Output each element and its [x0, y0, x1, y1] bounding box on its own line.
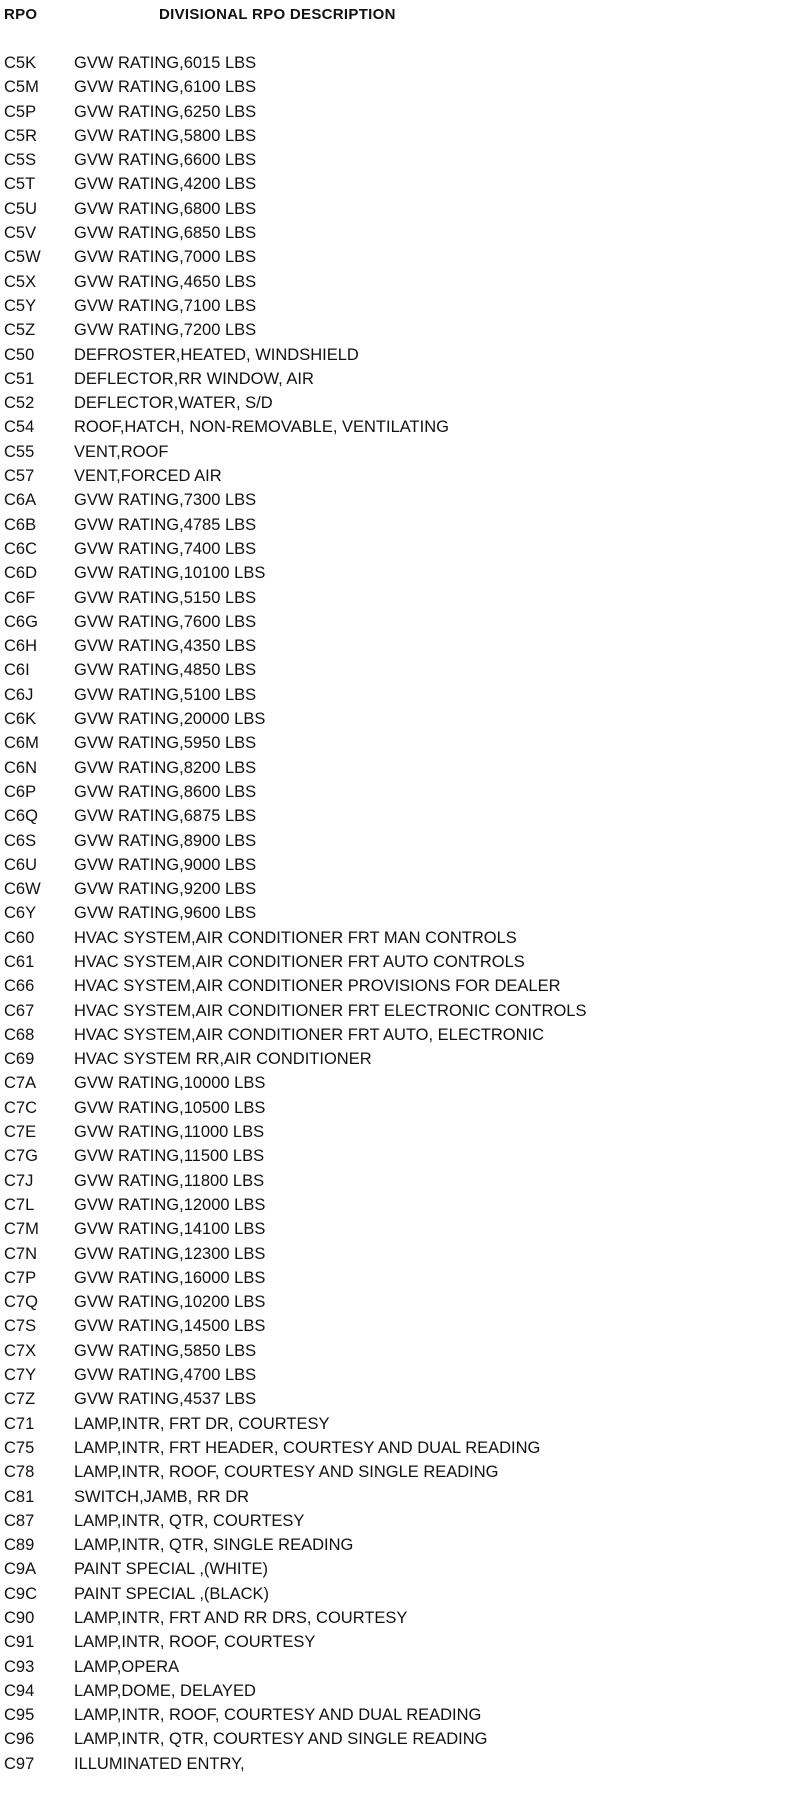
- list-item: [4, 1533, 794, 1557]
- rpo-code: C7Z: [4, 1390, 36, 1409]
- rpo-description: GVW RATING,20000 LBS: [74, 710, 266, 729]
- rpo-code: C95: [4, 1706, 35, 1725]
- list-item: [4, 1193, 794, 1217]
- rpo-description: GVW RATING,4850 LBS: [74, 661, 257, 680]
- rpo-code: C5Y: [4, 296, 37, 315]
- rpo-description: HVAC SYSTEM,AIR CONDITIONER FRT MAN CONTROLS: [74, 928, 517, 947]
- list-item: [4, 586, 794, 610]
- rpo-description: HVAC SYSTEM RR,AIR CONDITIONER: [74, 1050, 372, 1069]
- rpo-description: GVW RATING,4700 LBS: [74, 1366, 257, 1385]
- list-item: [4, 1339, 794, 1363]
- list-item: [4, 1096, 794, 1120]
- list-item: [4, 440, 794, 464]
- rpo-code: C5M: [4, 78, 39, 97]
- rpo-code: C7N: [4, 1244, 38, 1263]
- rpo-code: C6I: [4, 661, 30, 680]
- rpo-code: C5T: [4, 175, 36, 194]
- rpo-description: GVW RATING,8900 LBS: [74, 831, 257, 850]
- rpo-description: GVW RATING,4350 LBS: [74, 637, 257, 656]
- rpo-code: C5R: [4, 126, 38, 145]
- rpo-code: C89: [4, 1536, 35, 1555]
- rpo-description: GVW RATING,7600 LBS: [74, 612, 257, 631]
- rpo-description: DEFROSTER,HEATED, WINDSHIELD: [74, 345, 359, 364]
- rpo-description: LAMP,INTR, QTR, COURTESY: [74, 1511, 305, 1530]
- rpo-description: GVW RATING,11000 LBS: [74, 1123, 265, 1142]
- list-item: [4, 172, 794, 196]
- rpo-code: C6B: [4, 515, 37, 534]
- rpo-code: C78: [4, 1463, 35, 1482]
- rpo-code: C9A: [4, 1560, 37, 1579]
- rpo-code: C7Q: [4, 1293, 38, 1312]
- rpo-code: C7P: [4, 1268, 37, 1287]
- rpo-description: SWITCH,JAMB, RR DR: [74, 1487, 250, 1506]
- list-item: [4, 1144, 794, 1168]
- rpo-description: GVW RATING,8600 LBS: [74, 782, 257, 801]
- list-item: [4, 683, 794, 707]
- list-item: [4, 100, 794, 124]
- rpo-description: PAINT SPECIAL ,(WHITE): [74, 1560, 269, 1579]
- rpo-description: GVW RATING,5100 LBS: [74, 685, 257, 704]
- list-item: [4, 1630, 794, 1654]
- rpo-code: C57: [4, 467, 35, 486]
- rpo-code: C5K: [4, 54, 37, 72]
- rpo-description: GVW RATING,9000 LBS: [74, 855, 257, 874]
- rpo-description: GVW RATING,6015 LBS: [74, 54, 257, 72]
- list-item: [4, 1460, 794, 1484]
- list-item: [4, 221, 794, 245]
- rpo-code: C6Q: [4, 807, 38, 826]
- rpo-description: GVW RATING,6875 LBS: [74, 807, 257, 826]
- list-item: [4, 245, 794, 269]
- rpo-code: C81: [4, 1487, 35, 1506]
- list-item: [4, 1047, 794, 1071]
- rpo-code: C6M: [4, 734, 39, 753]
- rpo-code: C6U: [4, 855, 38, 874]
- rpo-code: C7G: [4, 1147, 38, 1166]
- rpo-code: C7L: [4, 1195, 35, 1214]
- rpo-description: HVAC SYSTEM,AIR CONDITIONER FRT AUTO, ELECTRONIC: [74, 1025, 545, 1044]
- rpo-code: C6J: [4, 685, 34, 704]
- rpo-code: C6A: [4, 491, 37, 510]
- description-column-header: DIVISIONAL RPO DESCRIPTION: [159, 6, 396, 23]
- rpo-description: LAMP,INTR, ROOF, COURTESY AND DUAL READING: [74, 1706, 482, 1725]
- list-item: [4, 1727, 794, 1751]
- rpo-code: C71: [4, 1414, 35, 1433]
- list-item: [4, 197, 794, 221]
- rpo-code: C7A: [4, 1074, 37, 1093]
- rpo-code: C7Y: [4, 1366, 37, 1385]
- rpo-list: [4, 51, 794, 1776]
- list-item: [4, 1363, 794, 1387]
- rpo-description: LAMP,INTR, FRT HEADER, COURTESY AND DUAL READING: [74, 1438, 541, 1457]
- rpo-code: C7J: [4, 1171, 34, 1190]
- rpo-description: ROOF,HATCH, NON-REMOVABLE, VENTILATING: [74, 418, 449, 437]
- rpo-description: GVW RATING,14500 LBS: [74, 1317, 266, 1336]
- rpo-description: LAMP,INTR, FRT DR, COURTESY: [74, 1414, 330, 1433]
- rpo-description: GVW RATING,11500 LBS: [74, 1147, 265, 1166]
- list-item: [4, 1071, 794, 1095]
- rpo-code: C69: [4, 1050, 35, 1069]
- list-item: [4, 1314, 794, 1338]
- rpo-description: GVW RATING,9600 LBS: [74, 904, 257, 923]
- list-item: [4, 999, 794, 1023]
- list-item: [4, 318, 794, 342]
- list-item: [4, 537, 794, 561]
- rpo-description: GVW RATING,4785 LBS: [74, 515, 257, 534]
- rpo-description: GVW RATING,5800 LBS: [74, 126, 257, 145]
- rpo-description: DEFLECTOR,WATER, S/D: [74, 394, 273, 413]
- list-item: [4, 1217, 794, 1241]
- rpo-description: GVW RATING,12300 LBS: [74, 1244, 266, 1263]
- list-item: [4, 731, 794, 755]
- rpo-code: C6P: [4, 782, 37, 801]
- rpo-description: VENT,FORCED AIR: [74, 467, 222, 486]
- rpo-description: GVW RATING,16000 LBS: [74, 1268, 266, 1287]
- list-item: [4, 1290, 794, 1314]
- rpo-code: C61: [4, 952, 35, 971]
- rpo-code: C52: [4, 394, 35, 413]
- list-item: [4, 1509, 794, 1533]
- list-item: [4, 415, 794, 439]
- list-item: [4, 1412, 794, 1436]
- list-item: [4, 75, 794, 99]
- rpo-code: C6G: [4, 612, 38, 631]
- table-header: [4, 6, 784, 28]
- rpo-description: LAMP,INTR, ROOF, COURTESY: [74, 1633, 316, 1652]
- rpo-code: C7S: [4, 1317, 37, 1336]
- rpo-code: C87: [4, 1511, 35, 1530]
- list-item: [4, 1387, 794, 1411]
- rpo-code: C60: [4, 928, 35, 947]
- rpo-description: GVW RATING,7400 LBS: [74, 539, 257, 558]
- rpo-description: GVW RATING,7000 LBS: [74, 248, 257, 267]
- rpo-code: C5X: [4, 272, 37, 291]
- list-item: [4, 561, 794, 585]
- rpo-code: C9C: [4, 1584, 38, 1603]
- rpo-code: C5W: [4, 248, 41, 267]
- rpo-code: C91: [4, 1633, 35, 1652]
- rpo-description: GVW RATING,5150 LBS: [74, 588, 257, 607]
- list-item: [4, 1679, 794, 1703]
- rpo-description: ILLUMINATED ENTRY,: [74, 1754, 245, 1773]
- rpo-description: LAMP,DOME, DELAYED: [74, 1681, 256, 1700]
- rpo-code: C6K: [4, 710, 37, 729]
- rpo-description: GVW RATING,4200 LBS: [74, 175, 257, 194]
- rpo-code: C6N: [4, 758, 38, 777]
- list-item: [4, 974, 794, 998]
- rpo-description: GVW RATING,7300 LBS: [74, 491, 257, 510]
- rpo-description: GVW RATING,4650 LBS: [74, 272, 257, 291]
- rpo-column-header: RPO: [4, 6, 38, 23]
- list-item: [4, 1266, 794, 1290]
- list-item: [4, 294, 794, 318]
- rpo-description: LAMP,OPERA: [74, 1657, 180, 1676]
- list-item: [4, 853, 794, 877]
- list-item: [4, 610, 794, 634]
- list-item: [4, 1752, 794, 1776]
- rpo-description: GVW RATING,5850 LBS: [74, 1341, 257, 1360]
- rpo-code: C94: [4, 1681, 35, 1700]
- list-item: [4, 1120, 794, 1144]
- rpo-code: C50: [4, 345, 35, 364]
- rpo-code: C67: [4, 1001, 35, 1020]
- rpo-description: GVW RATING,7100 LBS: [74, 296, 257, 315]
- list-item: [4, 391, 794, 415]
- list-item: [4, 804, 794, 828]
- list-item: [4, 634, 794, 658]
- rpo-description: DEFLECTOR,RR WINDOW, AIR: [74, 369, 314, 388]
- list-item: [4, 1655, 794, 1679]
- list-item: [4, 1582, 794, 1606]
- list-item: [4, 1485, 794, 1509]
- rpo-code: C96: [4, 1730, 35, 1749]
- rpo-code: C97: [4, 1754, 35, 1773]
- list-item: [4, 658, 794, 682]
- list-item: [4, 829, 794, 853]
- rpo-code: C5V: [4, 224, 37, 243]
- list-item: [4, 148, 794, 172]
- rpo-description: LAMP,INTR, QTR, COURTESY AND SINGLE READING: [74, 1730, 488, 1749]
- rpo-description: GVW RATING,6850 LBS: [74, 224, 257, 243]
- rpo-code: C75: [4, 1438, 35, 1457]
- rpo-description: LAMP,INTR, ROOF, COURTESY AND SINGLE READING: [74, 1463, 499, 1482]
- rpo-description: GVW RATING,4537 LBS: [74, 1390, 257, 1409]
- list-item: [4, 1169, 794, 1193]
- rpo-code: C5U: [4, 199, 38, 218]
- rpo-code: C7M: [4, 1220, 39, 1239]
- rpo-description: HVAC SYSTEM,AIR CONDITIONER PROVISIONS FOR DEALER: [74, 977, 561, 996]
- rpo-description: GVW RATING,10500 LBS: [74, 1098, 266, 1117]
- rpo-code: C6H: [4, 637, 38, 656]
- rpo-code: C5Z: [4, 321, 36, 340]
- rpo-description: GVW RATING,14100 LBS: [74, 1220, 266, 1239]
- rpo-code: C6D: [4, 564, 38, 583]
- rpo-code: C6F: [4, 588, 36, 607]
- list-item: [4, 464, 794, 488]
- rpo-code: C5S: [4, 151, 37, 170]
- rpo-code: C68: [4, 1025, 35, 1044]
- rpo-description: GVW RATING,9200 LBS: [74, 880, 257, 899]
- rpo-description: GVW RATING,6600 LBS: [74, 151, 257, 170]
- rpo-description: GVW RATING,6800 LBS: [74, 199, 257, 218]
- rpo-description: GVW RATING,10200 LBS: [74, 1293, 266, 1312]
- rpo-description: GVW RATING,11800 LBS: [74, 1171, 265, 1190]
- rpo-code: C51: [4, 369, 35, 388]
- rpo-code: C66: [4, 977, 35, 996]
- rpo-code: C6Y: [4, 904, 37, 923]
- rpo-description: PAINT SPECIAL ,(BLACK): [74, 1584, 270, 1603]
- rpo-code: C55: [4, 442, 35, 461]
- list-item: [4, 270, 794, 294]
- list-item: [4, 367, 794, 391]
- list-item: [4, 1436, 794, 1460]
- rpo-description: GVW RATING,10000 LBS: [74, 1074, 266, 1093]
- list-item: [4, 343, 794, 367]
- list-item: [4, 1606, 794, 1630]
- list-item: [4, 51, 794, 75]
- list-item: [4, 780, 794, 804]
- rpo-code: C6C: [4, 539, 38, 558]
- rpo-code: C7X: [4, 1341, 37, 1360]
- rpo-description: HVAC SYSTEM,AIR CONDITIONER FRT AUTO CONTROLS: [74, 952, 525, 971]
- list-item: [4, 756, 794, 780]
- list-item: [4, 950, 794, 974]
- list-item: [4, 901, 794, 925]
- list-item: [4, 1557, 794, 1581]
- list-item: [4, 124, 794, 148]
- list-item: [4, 926, 794, 950]
- rpo-code: C93: [4, 1657, 35, 1676]
- list-item: [4, 488, 794, 512]
- rpo-code: C6W: [4, 880, 41, 899]
- list-item: [4, 1242, 794, 1266]
- rpo-description: GVW RATING,8200 LBS: [74, 758, 257, 777]
- rpo-code: C5P: [4, 102, 37, 121]
- rpo-code: C7C: [4, 1098, 38, 1117]
- rpo-description: GVW RATING,10100 LBS: [74, 564, 266, 583]
- rpo-code: C54: [4, 418, 35, 437]
- rpo-description: VENT,ROOF: [74, 442, 169, 461]
- rpo-description: LAMP,INTR, QTR, SINGLE READING: [74, 1536, 354, 1555]
- rpo-description: LAMP,INTR, FRT AND RR DRS, COURTESY: [74, 1609, 408, 1627]
- list-item: [4, 707, 794, 731]
- list-item: [4, 1703, 794, 1727]
- rpo-code: C90: [4, 1609, 35, 1627]
- rpo-description: GVW RATING,7200 LBS: [74, 321, 257, 340]
- rpo-description: GVW RATING,12000 LBS: [74, 1195, 266, 1214]
- rpo-description: GVW RATING,6100 LBS: [74, 78, 257, 97]
- list-item: [4, 877, 794, 901]
- rpo-code: C6S: [4, 831, 37, 850]
- rpo-code: C7E: [4, 1123, 37, 1142]
- rpo-description: GVW RATING,5950 LBS: [74, 734, 257, 753]
- list-item: [4, 1023, 794, 1047]
- list-item: [4, 513, 794, 537]
- rpo-description: GVW RATING,6250 LBS: [74, 102, 257, 121]
- rpo-description: HVAC SYSTEM,AIR CONDITIONER FRT ELECTRONIC CONTROLS: [74, 1001, 587, 1020]
